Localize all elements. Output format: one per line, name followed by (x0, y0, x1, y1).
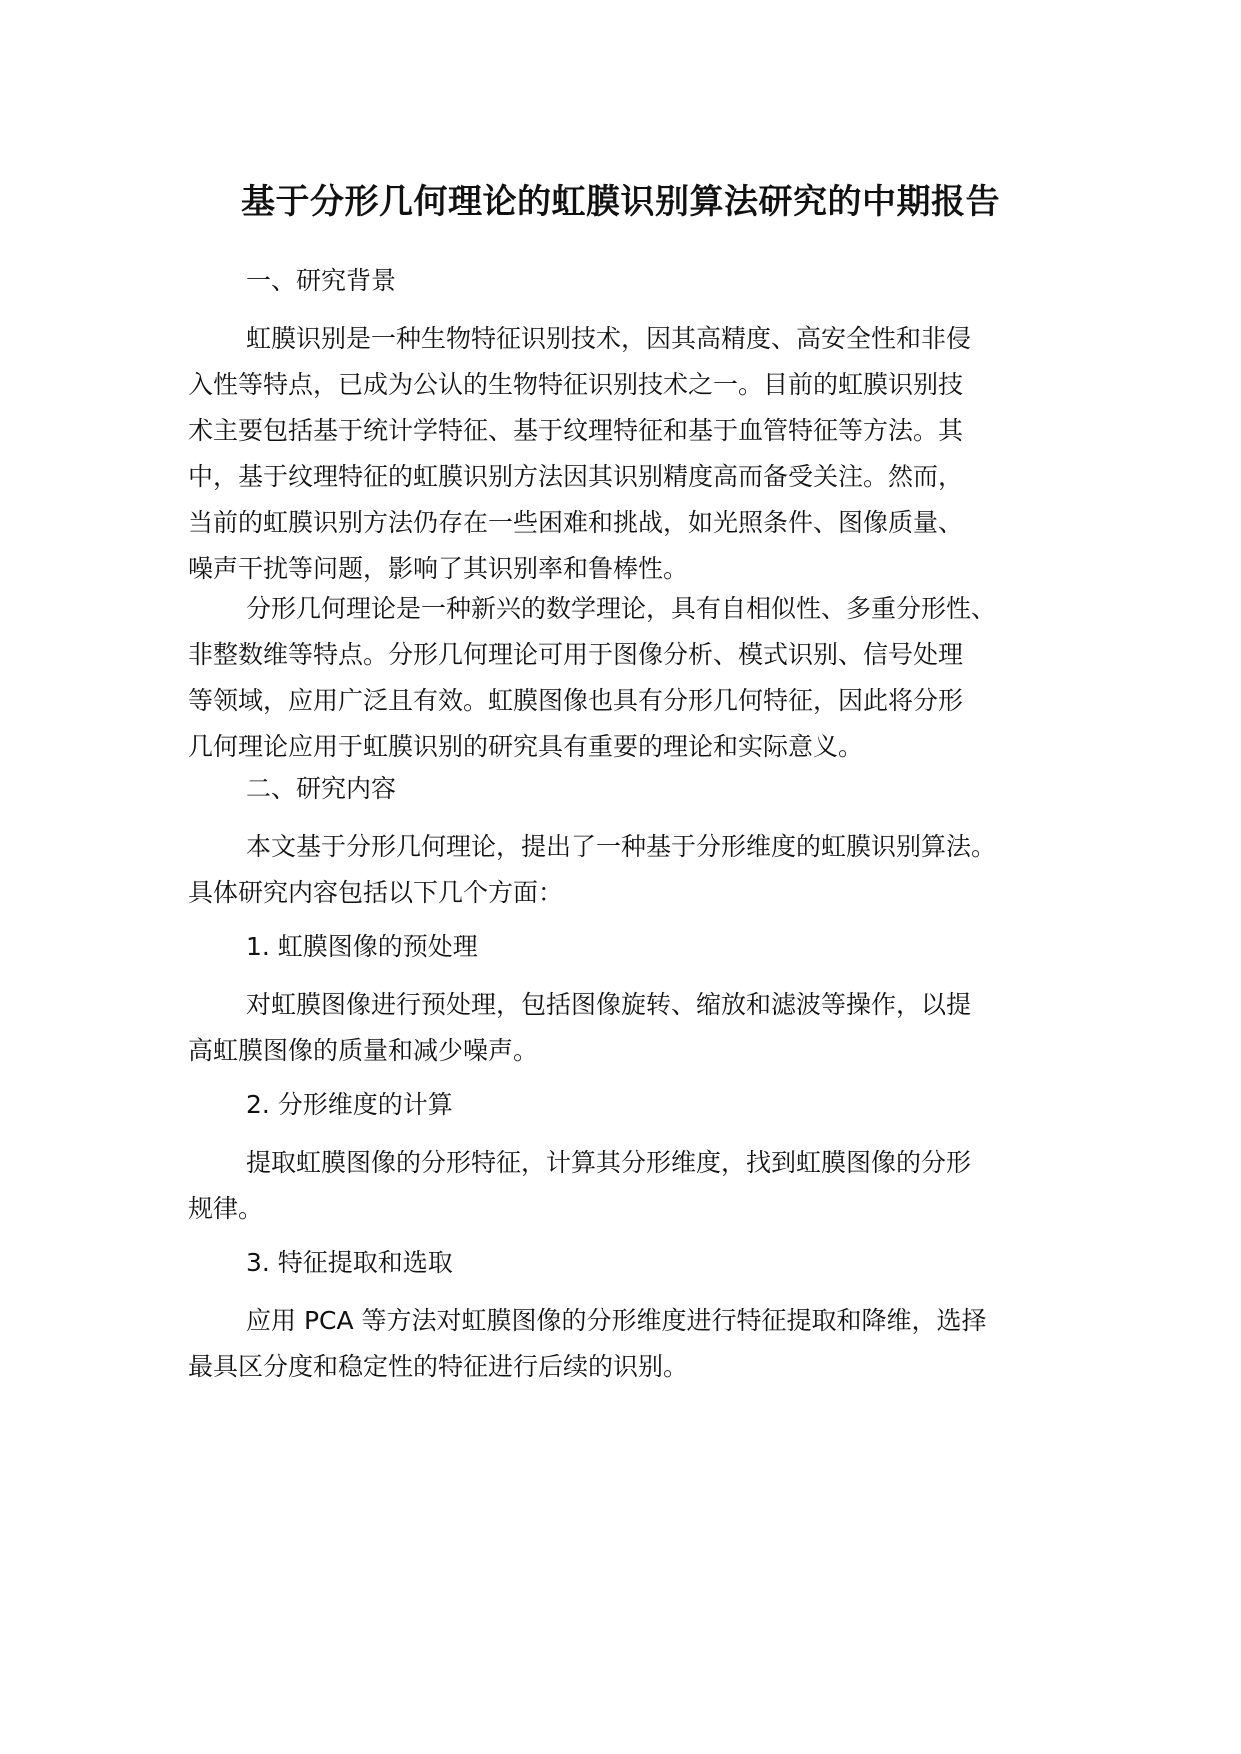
section-heading-content: 二、研究内容 (246, 774, 397, 803)
paragraph-line: 当前的虹膜识别方法仍存在一些困难和挑战，如光照条件、图像质量、 (188, 508, 964, 537)
paragraph-line: 本文基于分形几何理论，提出了一种基于分形维度的虹膜识别算法。 (246, 832, 997, 861)
paragraph-background-2 (188, 586, 1068, 770)
paragraph-line: 规律。 (188, 1194, 264, 1223)
paragraph-line: 具体研究内容包括以下几个方面： (188, 878, 564, 907)
paragraph-background-1 (188, 316, 1068, 592)
paragraph-line: 最具区分度和稳定性的特征进行后续的识别。 (188, 1352, 689, 1381)
document-title: 基于分形几何理论的虹膜识别算法研究的中期报告 (241, 182, 1000, 222)
paragraph-line: 提取虹膜图像的分形特征，计算其分形维度，找到虹膜图像的分形 (246, 1148, 972, 1177)
paragraph-line: 中，基于纹理特征的虹膜识别方法因其识别精度高而备受关注。然而， (188, 462, 964, 491)
paragraph-line: 术主要包括基于统计学特征、基于纹理特征和基于血管特征等方法。其 (188, 416, 964, 445)
paragraph-line: 高虹膜图像的质量和减少噪声。 (188, 1036, 539, 1065)
paragraph-line: 应用 PCA 等方法对虹膜图像的分形维度进行特征提取和降维，选择 (246, 1306, 987, 1335)
paragraph-fractal-dimension (188, 1140, 1068, 1232)
paragraph-line: 非整数维等特点。分形几何理论可用于图像分析、模式识别、信号处理 (188, 640, 964, 669)
section-heading-background: 一、研究背景 (246, 266, 397, 295)
paragraph-content-intro (188, 824, 1068, 916)
paragraph-line: 对虹膜图像进行预处理，包括图像旋转、缩放和滤波等操作，以提 (246, 990, 972, 1019)
paragraph-line: 分形几何理论是一种新兴的数学理论，具有自相似性、多重分形性、 (246, 594, 997, 623)
paragraph-line: 噪声干扰等问题，影响了其识别率和鲁棒性。 (188, 554, 689, 583)
paragraph-preprocessing (188, 982, 1068, 1074)
subheading-fractal-dimension: 2. 分形维度的计算 (246, 1090, 453, 1119)
paragraph-feature-extraction (188, 1298, 1068, 1390)
paragraph-line: 虹膜识别是一种生物特征识别技术，因其高精度、高安全性和非侵 (246, 324, 972, 353)
subheading-preprocessing: 1. 虹膜图像的预处理 (246, 932, 478, 961)
subheading-feature-extraction: 3. 特征提取和选取 (246, 1248, 453, 1277)
paragraph-line: 等领域，应用广泛且有效。虹膜图像也具有分形几何特征，因此将分形 (188, 686, 964, 715)
paragraph-line: 入性等特点，已成为公认的生物特征识别技术之一。目前的虹膜识别技 (188, 370, 964, 399)
paragraph-line: 几何理论应用于虹膜识别的研究具有重要的理论和实际意义。 (188, 732, 864, 761)
